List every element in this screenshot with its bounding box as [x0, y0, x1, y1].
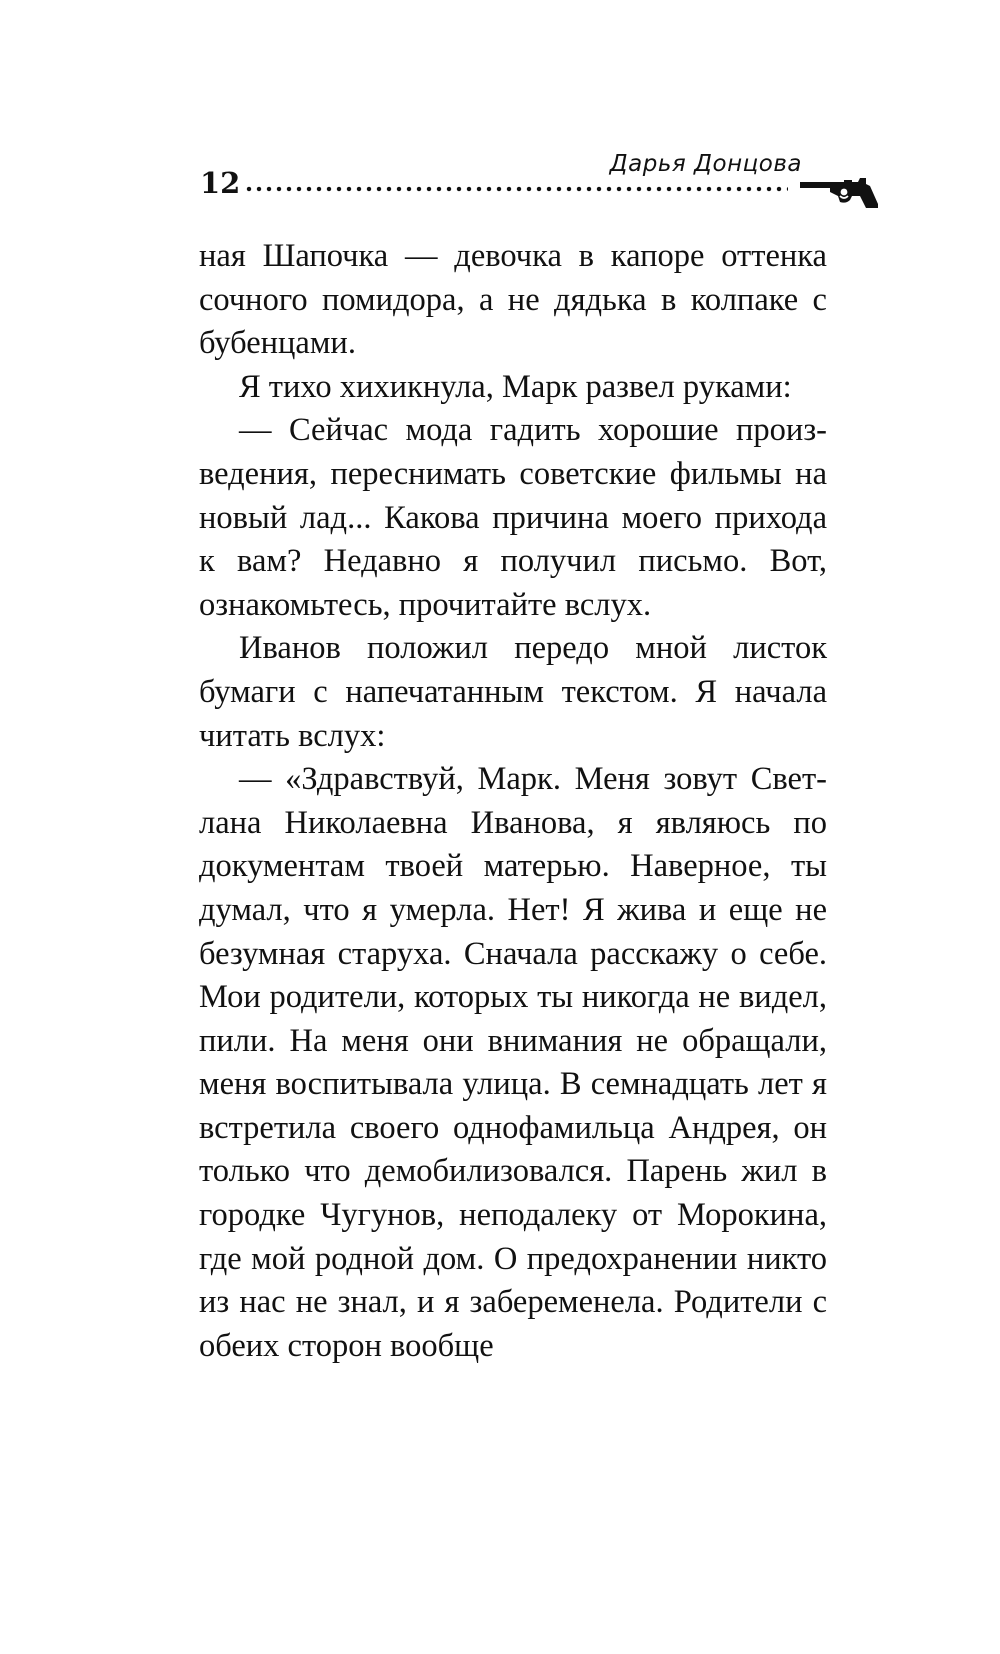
dotted-leader	[244, 186, 788, 192]
paragraph-2: Я тихо хихикнула, Марк развел руками:	[239, 368, 792, 405]
body-text	[199, 235, 827, 1368]
revolver-icon	[800, 176, 880, 210]
running-header	[200, 150, 880, 220]
page-number: 12	[200, 166, 241, 200]
running-header-author: Дарья Донцова	[609, 151, 802, 177]
paragraph-1: ная Шапочка — девочка в капоре оттенка сочного помидора, а не дядька в колпаке с бубенцами.	[199, 238, 827, 362]
paragraph-3: — Сейчас мода гадить хорошие произведения, переснимать советские фильмы на новый лад... Какова причина моего прихода к вам? Недавно я получил письмо. Вот, ознакомьтесь, прочитайте вслух.	[199, 412, 827, 623]
paragraph-5: — «Здравствуй, Марк. Меня зовут Светлана Николаевна Иванова, я являюсь по документам твоей матерью. Наверное, ты думал, что я умерла. Нет! Я жива и еще не безумная старуха. Сначала расскажу о себе. Мои родители, которых ты никогда не видел, пили. На меня они внимания не обращали, меня воспитывала улица. В семнадцать лет я встретила своего однофамильца Андрея, он только что демобилизовался. Парень жил в городке Чугунов, неподалеку от Морокина, где мой родной дом. О предохранении никто из нас не знал, и я забеременела. Родители с обеих сторон вообще	[199, 761, 827, 1364]
paragraph-4: Иванов положил передо мной листок бумаги с напечатанным текстом. Я начала читать вслух:	[199, 630, 827, 754]
